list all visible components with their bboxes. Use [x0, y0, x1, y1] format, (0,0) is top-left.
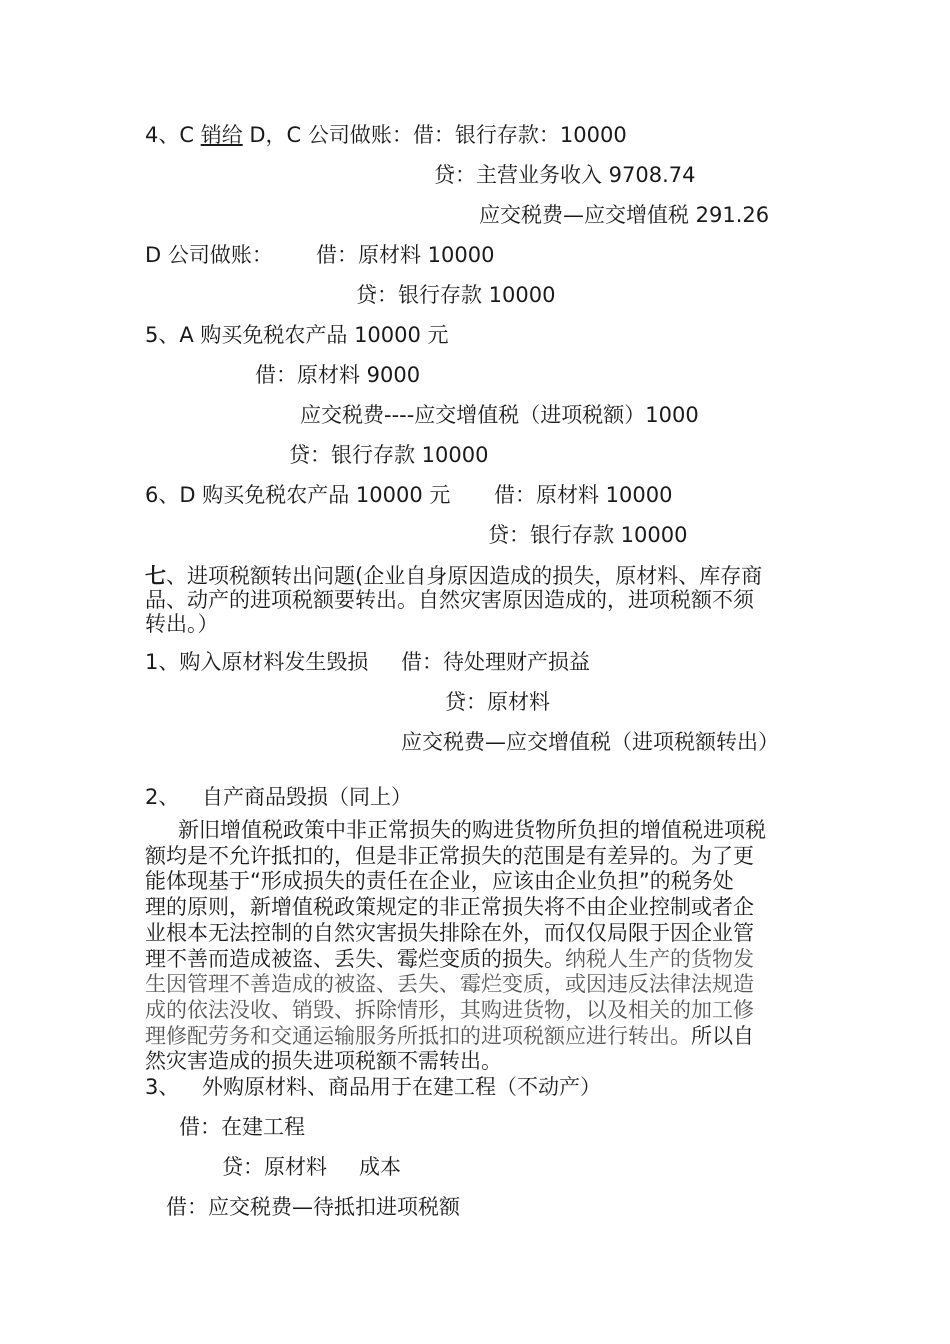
- entry-4-line: [145, 122, 627, 148]
- item-3-credit-extra: 成本: [359, 1155, 401, 1179]
- item-1-tax: 应交税费—应交增值税（进项税额转出）: [401, 730, 779, 754]
- entry-5-title: 5、A 购买免税农产品 10000 元: [145, 323, 449, 347]
- entry-4-prefix: 4、C: [145, 123, 201, 147]
- paragraph-span-gray: 理修配劳务和交通运输服务所抵扣的进项税额应进行转出。: [145, 1023, 691, 1048]
- paragraph-line: 业根本无法控制的自然灾害损失排除在外，而仅仅局限于因企业管: [145, 920, 754, 945]
- paragraph-line: 额均是不允许抵扣的，但是非正常损失的范围是有差异的。为了更: [145, 843, 754, 868]
- item-3-debit-2: 借：应交税费—待抵扣进项税额: [166, 1195, 460, 1219]
- item-2-number: 2、: [145, 785, 180, 809]
- item-2-title: 自产商品毁损（同上）: [202, 785, 412, 809]
- entry-6-debit: 借：原材料 10000: [494, 483, 673, 507]
- item-3-debit: 借：在建工程: [179, 1115, 305, 1139]
- entry-4-rest: D，C 公司做账：借：银行存款：10000: [242, 123, 627, 147]
- entry-4-d-label: D 公司做账：: [145, 243, 273, 267]
- paragraph-line: [145, 1024, 815, 1050]
- entry-5-debit: 借：原材料 9000: [255, 363, 421, 387]
- paragraph-line: 新旧增值税政策中非正常损失的购进货物所负担的增值税进项税: [178, 818, 766, 842]
- section-7-number: 七: [145, 564, 166, 588]
- section-7-heading-line3: 转出。）: [145, 612, 219, 636]
- item-1-credit: 贷：原材料: [445, 690, 550, 714]
- entry-4-credit-tax: 应交税费—应交增值税 291.26: [479, 203, 770, 227]
- section-7-text-1: 、进项税额转出问题(企业自身原因造成的损失，原材料、库存商: [166, 564, 763, 588]
- section-7-heading-line2: 品、动产的进项税额要转出。自然灾害原因造成的，进项税额不须: [145, 588, 754, 612]
- entry-5-tax: 应交税费----应交增值税（进项税额）1000: [300, 403, 699, 427]
- item-3-number: 3、: [145, 1075, 180, 1099]
- entry-6-title: 6、D 购买免税农产品 10000 元: [145, 483, 451, 507]
- item-1-debit: 借：待处理财产损益: [401, 650, 590, 674]
- item-3-credit: 贷：原材料: [222, 1155, 327, 1179]
- explanation-paragraph: [145, 818, 815, 1075]
- section-7-heading-line1: [145, 563, 762, 589]
- entry-4-underlined-word: 销给: [200, 123, 243, 147]
- entry-4-d-debit: 借：原材料 10000: [316, 243, 495, 267]
- paragraph-span: 所以自: [691, 1023, 754, 1048]
- entry-4-credit-revenue: 贷：主营业务收入 9708.74: [434, 163, 696, 187]
- paragraph-line: 生因管理不善造成的被盗、丢失、霉烂变质，或因违反法律法规造: [145, 972, 754, 997]
- paragraph-line: [145, 947, 815, 973]
- paragraph-line: 然灾害造成的损失进项税额不需转出。: [145, 1049, 502, 1074]
- paragraph-span-gray: 纳税人生产的货物发: [565, 946, 754, 971]
- paragraph-line: 能体现基于“形成损失的责任在企业，应该由企业负担”的税务处: [145, 869, 734, 894]
- paragraph-span: 理不善而造成被盗、丢失、霉烂变质的损失。: [145, 946, 565, 971]
- entry-4-d-credit: 贷：银行存款 10000: [356, 283, 556, 307]
- entry-5-credit: 贷：银行存款 10000: [289, 443, 489, 467]
- entry-6-credit: 贷：银行存款 10000: [488, 523, 688, 547]
- paragraph-line: 理的原则，新增值税政策规定的非正常损失将不由企业控制或者企: [145, 895, 754, 920]
- item-3-title: 外购原材料、商品用于在建工程（不动产）: [202, 1075, 601, 1099]
- item-1-title: 1、购入原材料发生毁损: [145, 650, 369, 674]
- paragraph-line: 成的依法没收、销毁、拆除情形，其购进货物，以及相关的加工修: [145, 997, 754, 1022]
